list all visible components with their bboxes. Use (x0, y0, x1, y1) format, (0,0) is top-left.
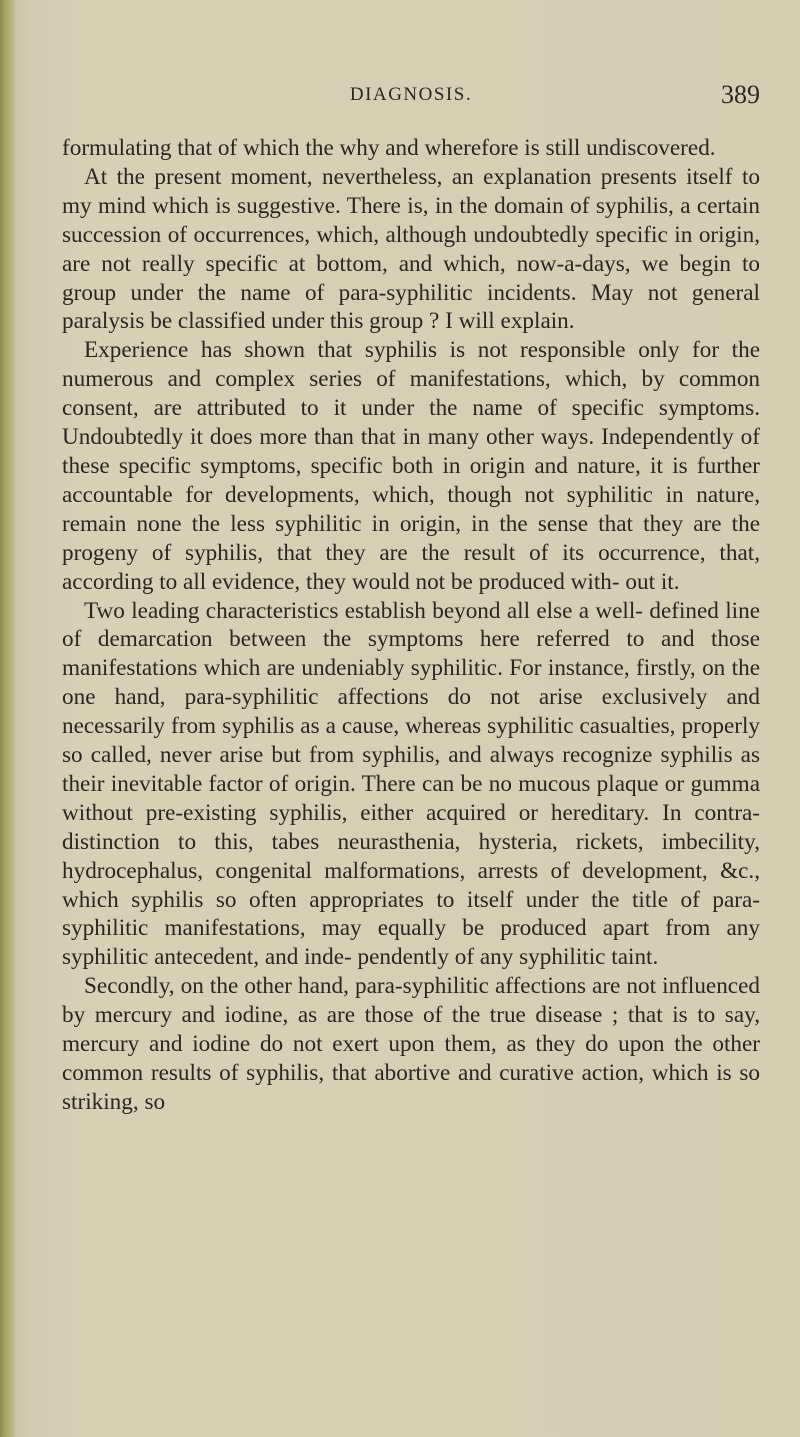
page-number: 389 (721, 80, 760, 109)
running-title: DIAGNOSIS. (349, 84, 473, 105)
body-text (62, 134, 760, 1117)
paragraph-continuation: formulating that of which the why and wherefore is still undiscovered. (62, 135, 716, 161)
paragraph: Two leading characteristics establish beyond all else a well- defined line of demarcation between the symptoms here referred to and those manifestations which are undeniably syphilitic. For instance, firstly, on the one hand, para-syphilitic affections do not arise exclusively and necessarily from syphilis as a cause, whereas syphilitic casualties, properly so called, never arise but from syphilis, and always recognize syphilis as their inevitable factor of origin. There can be no mucous plaque or gumma without pre-existing syphilis, either acquired or hereditary. In contra-distinction to this, tabes neurasthenia, hysteria, rickets, imbecility, hydrocephalus, congenital malformations, arrests of development, &c., which syphilis so often appropriates to itself under the title of para-syphilitic manifestations, may equally be produced apart from any syphilitic antecedent, and inde- pendently of any syphilitic taint. (62, 597, 760, 971)
page-header (62, 80, 760, 120)
binding-gutter (0, 0, 16, 1437)
paragraph: At the present moment, nevertheless, an explanation presents itself to my mind which is suggestive. There is, in the domain of syphilis, a certain succession of occurrences, which, although undoubtedly specific in origin, are not really specific at bottom, and which, now-a-days, we begin to group under the name of para-syphilitic incidents. May not general paralysis be classified under this group ? I will explain. (62, 163, 760, 335)
paragraph: Experience has shown that syphilis is not responsible only for the numerous and complex series of manifestations, which, by common consent, are attributed to it under the name of specific symptoms. Undoubtedly it does more than that in many other ways. Independently of these specific symptoms, specific both in origin and nature, it is further accountable for developments, which, though not syphilitic in nature, remain none the less syphilitic in origin, in the sense that they are the progeny of syphilis, that they are the result of its occurrence, that, according to all evidence, they would not be produced with- out it. (62, 337, 760, 595)
paragraph: Secondly, on the other hand, para-syphilitic affections are not influenced by mercury and iodine, as are those of the true disease ; that is to say, mercury and iodine do not exert upon them, as they do upon the other common results of syphilis, that abortive and curative action, which is so striking, so (62, 973, 760, 1115)
